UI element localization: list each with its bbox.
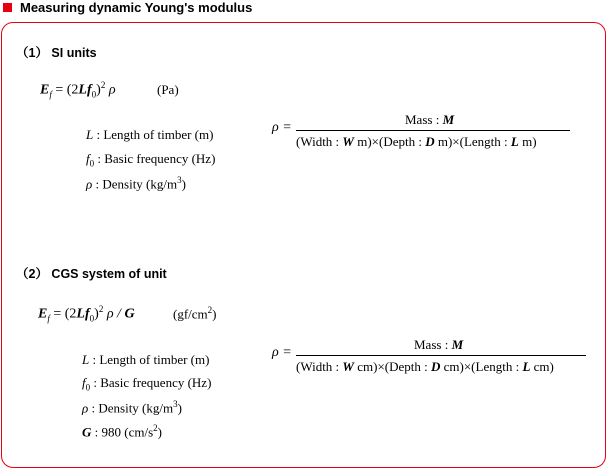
cgs-unit: $(gf/cm^2)$	[173, 305, 217, 322]
cgs-fraction-line	[296, 355, 586, 356]
si-density-denominator: (Width : W m)×(Depth : D m)×(Length : L m)	[296, 134, 537, 149]
red-square-icon	[3, 3, 12, 12]
si-legend-length: L : Length of timber (m)	[86, 127, 214, 142]
cgs-legend-density: ρ : Density $(kg/m^3)$	[82, 399, 182, 416]
cgs-legend-length: L : Length of timber (m)	[82, 352, 210, 367]
cgs-formula: $E_f = (2Lf_0)^2$ ρ / G	[38, 304, 135, 324]
si-heading: （1） SI units	[16, 46, 97, 60]
title-bar	[3, 0, 252, 14]
cgs-density-denominator: (Width : W cm)×(Depth : D cm)×(Length : L cm)	[296, 359, 554, 374]
cgs-density-formula: ρ = Mass : M (Width : W cm)×(Depth : D cm)×(Length : L cm)	[272, 337, 592, 377]
cgs-legend-frequency: $f_0$ : Basic frequency (Hz)	[82, 375, 212, 393]
si-density-formula: ρ = Mass : M (Width : W m)×(Depth : D m)×(Length : L m)	[272, 112, 572, 152]
cgs-legend-gravity: G : 980 $(cm/s^2)$	[82, 423, 162, 440]
si-density-numerator: Mass : M	[405, 112, 455, 127]
si-unit: (Pa)	[157, 82, 179, 97]
si-fraction-line	[296, 130, 570, 131]
cgs-density-numerator: Mass : M	[414, 337, 464, 352]
page-title: Measuring dynamic Young's modulus	[20, 0, 253, 15]
si-legend-density: ρ : Density $(kg/m^3)$	[86, 175, 186, 192]
si-formula: $E_f = (2Lf_0)^2$ ρ	[40, 80, 116, 100]
si-legend-frequency: $f_0$ : Basic frequency (Hz)	[86, 151, 216, 169]
cgs-heading: （2） CGS system of unit	[16, 267, 167, 281]
